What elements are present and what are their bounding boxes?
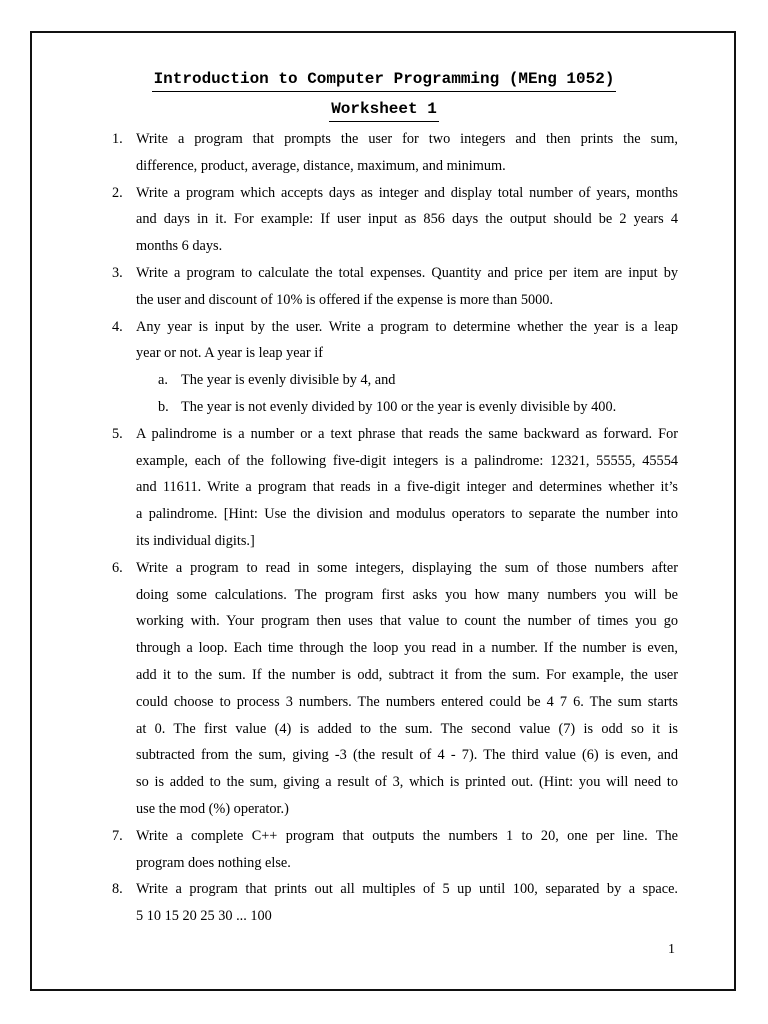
exercise-text-line: working with. Your program then uses that value to count the number of times you go	[136, 613, 678, 630]
exercise-number: 3.	[112, 264, 123, 281]
exercise-text-line: its individual digits.]	[136, 532, 255, 549]
exercise-text-line: and 11611. Write a program that reads in a five-digit integer and determines whether it’s	[136, 479, 678, 496]
exercise-text-line: the user and discount of 10% is offered if the expense is more than 5000.	[136, 291, 554, 308]
exercise-item	[0, 126, 768, 180]
exercise-text-line: difference, product, average, distance, maximum, and minimum.	[136, 157, 506, 174]
exercise-text-line: a palindrome. [Hint: Use the division and modulus operators to separate the number into	[136, 506, 678, 523]
exercise-text-line: months 6 days.	[136, 238, 223, 255]
exercise-text-line: 5 10 15 20 25 30 ... 100	[136, 908, 272, 925]
exercise-text-line: example, each of the following five-digit integers is a palindrome: 12321, 55555, 45554	[136, 452, 678, 469]
exercise-text-line: could choose to process 3 numbers. The numbers entered could be 4 7 6. The sum starts	[136, 693, 678, 710]
exercise-text-line: Write a program to read in some integers, displaying the sum of those numbers after	[136, 559, 678, 576]
document-title: Introduction to Computer Programming (MEng 1052)	[0, 70, 768, 88]
exercise-item	[0, 555, 768, 823]
exercise-number: 1.	[112, 131, 123, 147]
exercise-item	[0, 823, 768, 877]
sub-condition	[0, 394, 768, 421]
exercise-text-line: subtracted from the sum, giving -3 (the result of 4 - 7). The third value (6) is even, and	[136, 747, 678, 764]
exercise-item	[0, 180, 768, 260]
exercise-number: 7.	[112, 827, 123, 844]
exercise-text-line: at 0. The first value (4) is added to the sum. The second value (7) is odd so it is	[136, 720, 678, 737]
sub-condition	[0, 367, 768, 394]
exercise-text-line: A palindrome is a number or a text phrase that reads the same backward as forward. For	[136, 425, 678, 442]
exercise-list	[0, 126, 768, 930]
exercise-text-line: so is added to the sum, giving a result of 3, which is printed out. (Hint: you will need to	[136, 774, 678, 791]
exercise-text-line: doing some calculations. The program first asks you how many numbers you will be	[136, 586, 678, 603]
exercise-text-line: Write a program to calculate the total expenses. Quantity and price per item are input by	[136, 264, 678, 281]
sub-condition-letter: b.	[158, 398, 169, 415]
exercise-text-line: Write a complete C++ program that outputs the numbers 1 to 20, one per line. The	[136, 827, 678, 844]
exercise-text-line: through a loop. Each time through the loop you read in a number. If the number is even,	[136, 640, 678, 657]
exercise-number: 5.	[112, 425, 123, 442]
exercise-text-line: and days in it. For example: If user input as 856 days the output should be 2 years 4	[136, 211, 678, 228]
exercise-text-line: Write a program which accepts days as integer and display total number of years, months	[136, 184, 678, 201]
exercise-text-line: add it to the sum. If the number is odd, subtract it from the sum. For example, the user	[136, 666, 678, 683]
exercise-text-line: year or not. A year is leap year if	[136, 345, 323, 362]
worksheet-subtitle: Worksheet 1	[0, 100, 768, 118]
exercise-text-line: program does nothing else.	[136, 854, 291, 871]
exercise-number: 6.	[112, 559, 123, 576]
exercise-item	[0, 421, 768, 555]
exercise-item	[0, 314, 768, 368]
sub-condition-text: The year is not evenly divided by 100 or the year is evenly divisible by 400.	[181, 398, 617, 415]
exercise-text-line: Any year is input by the user. Write a program to determine whether the year is a leap	[136, 318, 678, 335]
page-number: 1	[668, 942, 675, 957]
exercise-number: 8.	[112, 881, 123, 898]
sub-condition-text: The year is evenly divisible by 4, and	[181, 372, 396, 389]
sub-condition-letter: a.	[158, 372, 168, 389]
exercise-number: 2.	[112, 184, 123, 201]
exercise-text-line: Write a program that prompts the user for two integers and then prints the sum,	[136, 131, 678, 147]
exercise-item	[0, 876, 768, 930]
exercise-text-line: Write a program that prints out all multiples of 5 up until 100, separated by a space.	[136, 881, 678, 898]
exercise-item	[0, 260, 768, 314]
exercise-number: 4.	[112, 318, 123, 335]
exercise-text-line: use the mod (%) operator.)	[136, 800, 289, 817]
